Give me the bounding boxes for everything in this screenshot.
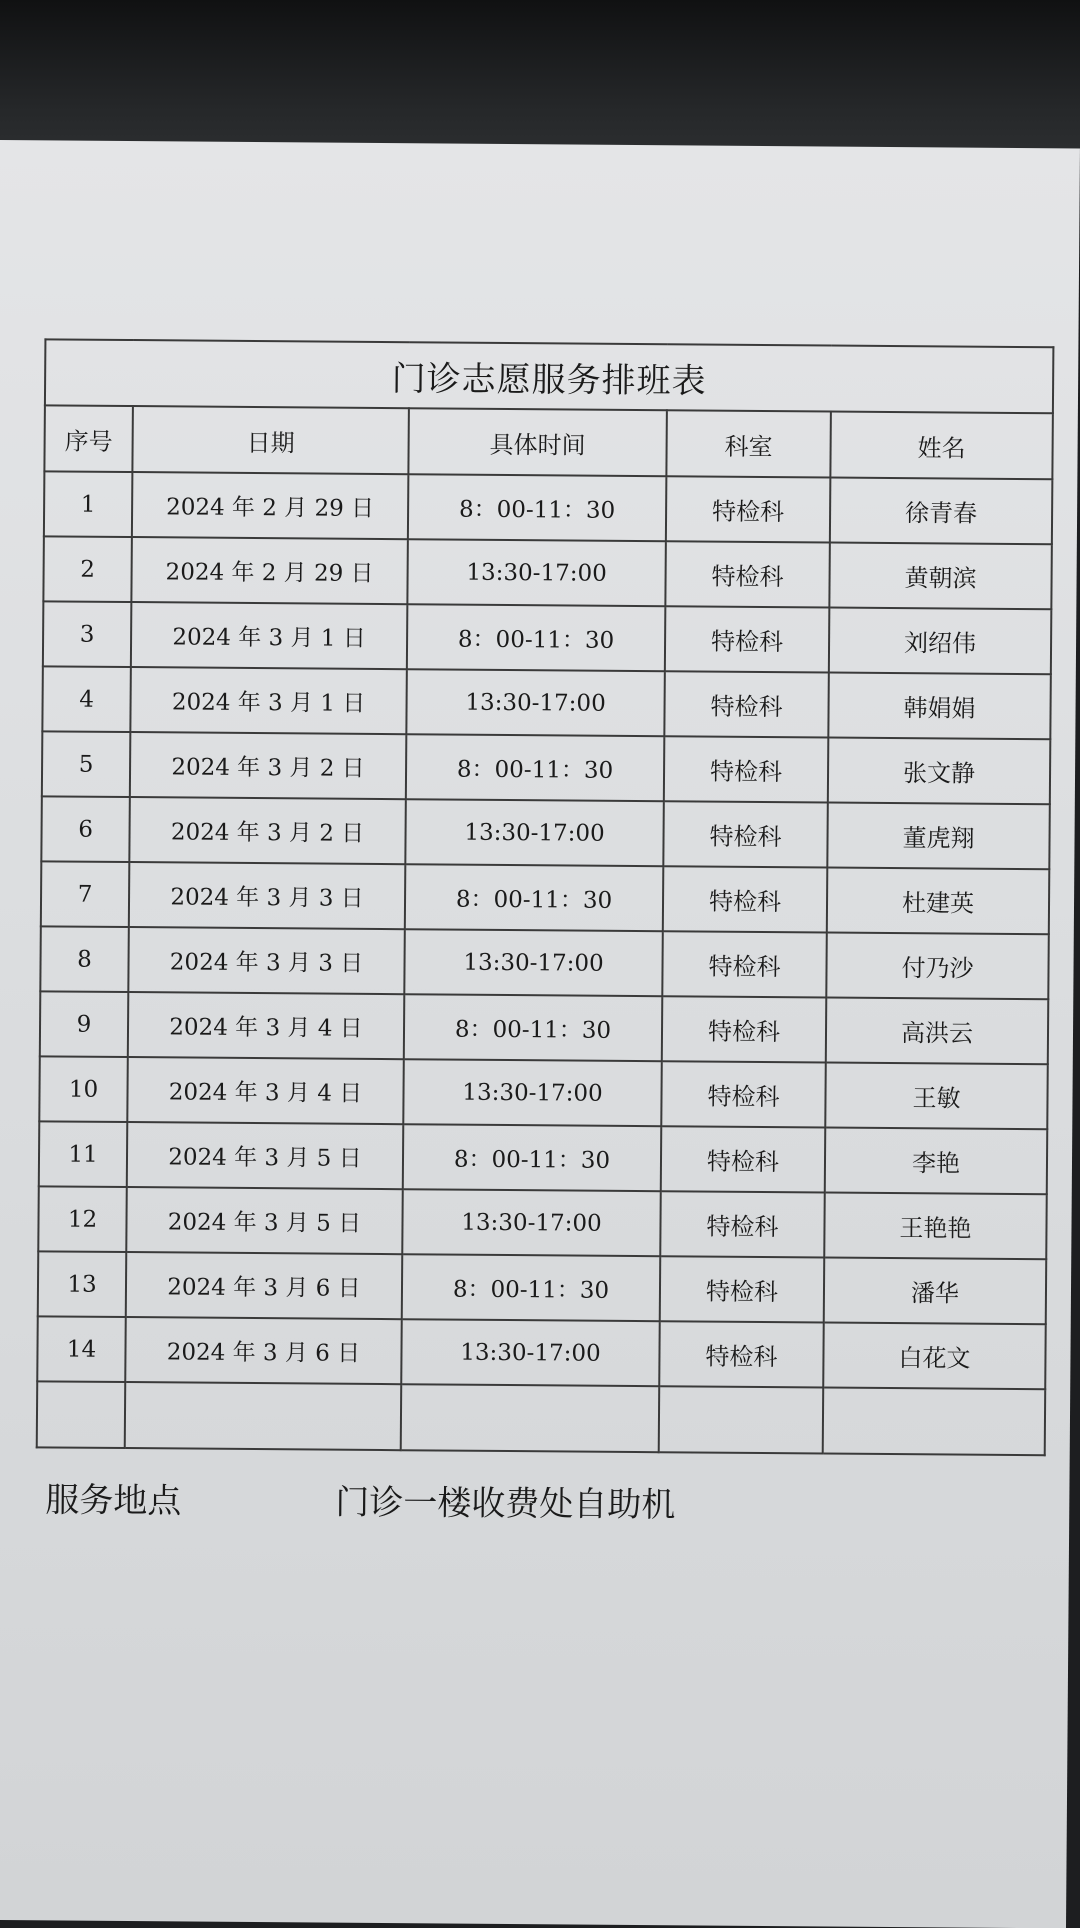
cell-index: 1: [44, 471, 133, 537]
column-header-name: 姓名: [830, 412, 1053, 480]
paper-sheet: [0, 140, 1080, 1928]
table-row: [39, 1121, 1048, 1194]
cell-department: 特检科: [666, 476, 831, 542]
cell-date: 2024 年 2 月 29 日: [132, 472, 409, 539]
cell-index: 10: [39, 1056, 128, 1122]
cell-date: 2024 年 3 月 3 日: [129, 862, 406, 929]
cell-index: 11: [39, 1121, 128, 1187]
cell-department: 特检科: [664, 736, 829, 802]
cell-date: 2024 年 3 月 4 日: [127, 1057, 404, 1124]
cell-index: 9: [40, 991, 129, 1057]
table-row: [39, 1056, 1048, 1129]
cell-name: 王敏: [825, 1063, 1048, 1130]
cell-name: 张文静: [828, 738, 1051, 805]
cell-department: 特检科: [665, 541, 830, 607]
cell-name: 潘华: [824, 1258, 1047, 1325]
cell-date: 2024 年 3 月 1 日: [131, 602, 408, 669]
cell-name: 黄朝滨: [829, 543, 1052, 610]
cell-index: 7: [41, 861, 130, 927]
column-header-index: 序号: [44, 405, 133, 472]
empty-cell: [37, 1381, 126, 1448]
cell-time: 8：00-11：30: [406, 734, 665, 801]
cell-time: 8：00-11：30: [404, 994, 663, 1061]
table-row: [41, 861, 1050, 934]
cell-time: 13:30-17:00: [406, 669, 665, 736]
cell-index: 8: [40, 926, 129, 992]
cell-name: 韩娟娟: [828, 673, 1051, 740]
cell-index: 5: [42, 731, 131, 797]
cell-department: 特检科: [661, 1126, 826, 1192]
cell-index: 6: [41, 796, 130, 862]
cell-department: 特检科: [661, 1061, 826, 1127]
cell-time: 13:30-17:00: [404, 929, 663, 996]
table-row: [38, 1251, 1047, 1324]
empty-row: [37, 1381, 1046, 1455]
background-desk: [0, 0, 1080, 160]
cell-department: 特检科: [659, 1321, 824, 1387]
table-row: [42, 666, 1051, 739]
service-location: [45, 1472, 676, 1526]
schedule-table: [36, 338, 1055, 1456]
table-row: [44, 471, 1053, 544]
cell-name: 李艳: [825, 1128, 1048, 1195]
cell-name: 董虎翔: [827, 803, 1050, 870]
cell-date: 2024 年 3 月 6 日: [125, 1317, 402, 1384]
column-header-date: 日期: [132, 406, 409, 474]
cell-name: 王艳艳: [824, 1193, 1047, 1260]
cell-name: 刘绍伟: [829, 608, 1052, 675]
cell-time: 13:30-17:00: [402, 1189, 661, 1256]
cell-name: 杜建英: [827, 868, 1050, 935]
table-body: [37, 471, 1053, 1455]
cell-name: 付乃沙: [826, 933, 1049, 1000]
table-row: [42, 731, 1051, 804]
cell-index: 4: [42, 666, 131, 732]
table-row: [41, 796, 1050, 869]
table-row: [43, 536, 1052, 609]
cell-time: 8：00-11：30: [408, 474, 667, 541]
cell-time: 8：00-11：30: [403, 1124, 662, 1191]
cell-department: 特检科: [660, 1256, 825, 1322]
empty-cell: [823, 1388, 1046, 1456]
cell-time: 13:30-17:00: [401, 1319, 660, 1386]
cell-date: 2024 年 3 月 3 日: [128, 927, 405, 994]
table-row: [38, 1186, 1047, 1259]
cell-time: 8：00-11：30: [405, 864, 664, 931]
empty-cell: [659, 1386, 824, 1453]
location-label: 服务地点: [45, 1480, 182, 1522]
cell-department: 特检科: [660, 1191, 825, 1257]
cell-department: 特检科: [663, 866, 828, 932]
cell-name: 高洪云: [826, 998, 1049, 1065]
column-header-time: 具体时间: [408, 408, 667, 476]
cell-date: 2024 年 3 月 5 日: [127, 1122, 404, 1189]
cell-date: 2024 年 3 月 2 日: [130, 732, 407, 799]
cell-date: 2024 年 3 月 2 日: [129, 797, 406, 864]
cell-time: 8：00-11：30: [407, 604, 666, 671]
cell-index: 13: [38, 1251, 127, 1317]
cell-department: 特检科: [664, 671, 829, 737]
cell-department: 特检科: [663, 801, 828, 867]
cell-index: 14: [37, 1316, 126, 1382]
cell-name: 白花文: [823, 1323, 1046, 1390]
header-row: [44, 405, 1053, 479]
cell-date: 2024 年 3 月 4 日: [128, 992, 405, 1059]
column-header-department: 科室: [666, 410, 831, 477]
cell-department: 特检科: [662, 931, 827, 997]
cell-index: 2: [43, 536, 132, 602]
cell-index: 3: [43, 601, 132, 667]
cell-time: 13:30-17:00: [403, 1059, 662, 1126]
cell-time: 13:30-17:00: [405, 799, 664, 866]
cell-date: 2024 年 3 月 6 日: [126, 1252, 403, 1319]
cell-department: 特检科: [665, 606, 830, 672]
cell-date: 2024 年 3 月 5 日: [126, 1187, 403, 1254]
cell-department: 特检科: [662, 996, 827, 1062]
table-row: [40, 991, 1049, 1064]
table-row: [40, 926, 1049, 999]
table-row: [37, 1316, 1046, 1389]
cell-name: 徐青春: [830, 478, 1053, 545]
empty-cell: [401, 1384, 660, 1452]
table-title: 门诊志愿服务排班表: [45, 339, 1054, 413]
cell-date: 2024 年 3 月 1 日: [130, 667, 407, 734]
location-value: 门诊一楼收费处自助机: [335, 1482, 676, 1526]
cell-date: 2024 年 2 月 29 日: [131, 537, 408, 604]
cell-time: 13:30-17:00: [407, 539, 666, 606]
empty-cell: [125, 1382, 402, 1450]
cell-index: 12: [38, 1186, 127, 1252]
table-row: [43, 601, 1052, 674]
cell-time: 8：00-11：30: [402, 1254, 661, 1321]
